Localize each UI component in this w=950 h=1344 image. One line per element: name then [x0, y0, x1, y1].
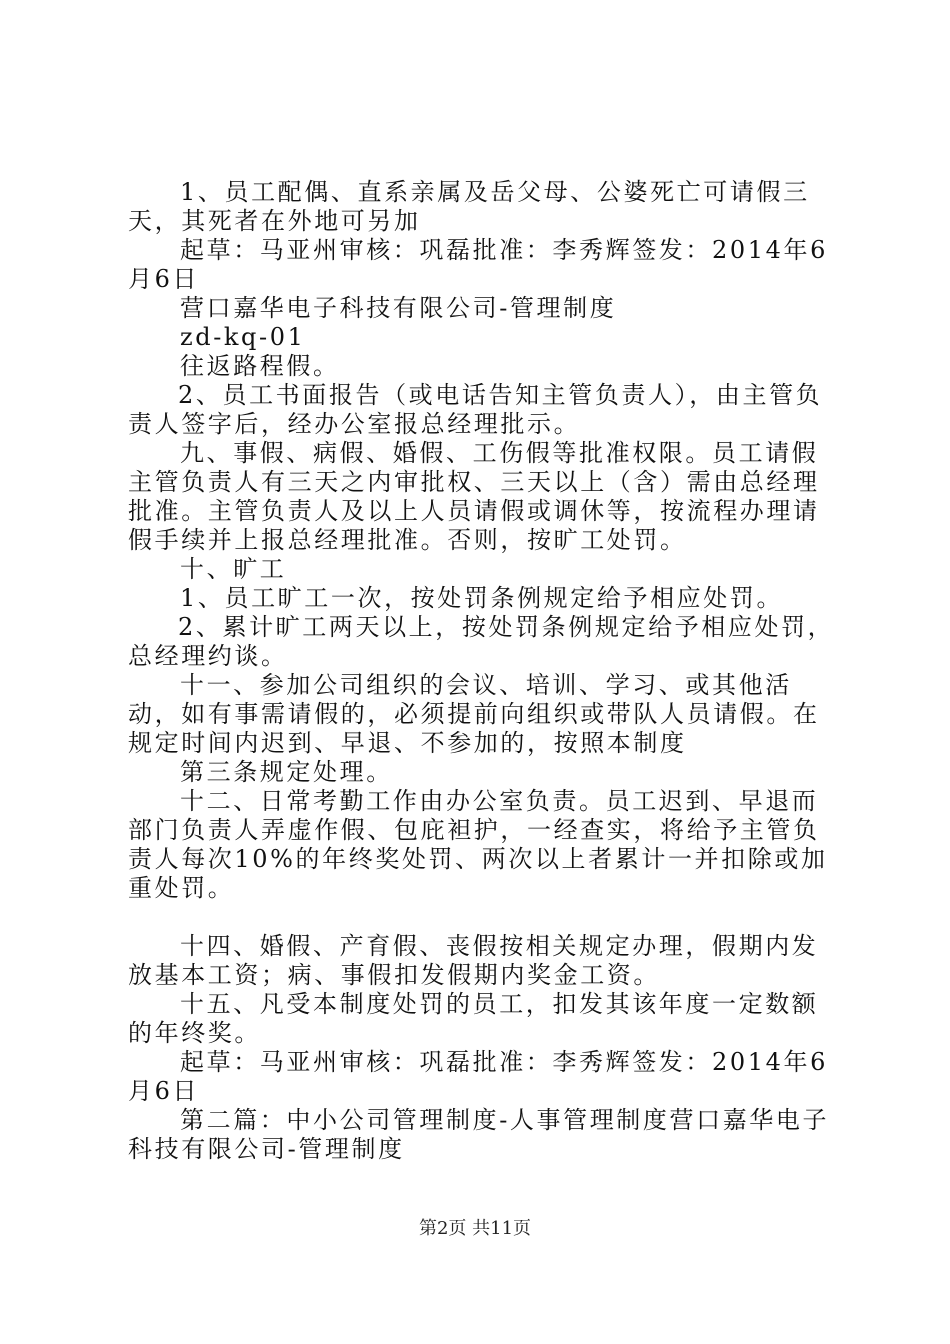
paragraph-company-title: 营口嘉华电子科技有限公司-管理制度: [180, 294, 617, 322]
paragraph-meetings: 十一、参加公司组织的会议、培训、学习、或其他活动，如有事需请假的，必须提前向组织或带队人员请假。在规定时间内迟到、早退、不参加的，按照本制度: [128, 671, 820, 757]
page-number: 第2页 共11页: [418, 1218, 532, 1239]
paragraph-absenteeism-1: 1、员工旷工一次，按处罚条例规定给予相应处罚。: [180, 584, 784, 612]
paragraph-written-report: 2、员工书面报告（或电话告知主管负责人），由主管负责人签字后，经办公室报总经理批示。: [128, 381, 823, 438]
paragraph-funeral-leave: 1、员工配偶、直系亲属及岳父母、公婆死亡可请假三天，其死者在外地可另加: [128, 178, 810, 235]
paragraph-absenteeism-heading: 十、旷工: [180, 555, 287, 583]
paragraph-gap: [128, 903, 838, 932]
paragraph-absenteeism-2: 2、累计旷工两天以上，按处罚条例规定给予相应处罚，总经理约谈。: [128, 613, 835, 670]
paragraph-signoff-1: 起草：马亚州审核：巩磊批准：李秀辉签发：2014年6月6日: [128, 236, 828, 293]
paragraph-marriage-leave: 十四、婚假、产育假、丧假按相关规定办理，假期内发放基本工资；病、事假扣发假期内奖金工资。: [128, 932, 819, 989]
paragraph-penalty-bonus: 十五、凡受本制度处罚的员工，扣发其该年度一定数额的年终奖。: [128, 990, 819, 1047]
paragraph-article-three: 第三条规定处理。: [180, 758, 393, 786]
document-body: [128, 178, 838, 1164]
paragraph-signoff-2: 起草：马亚州审核：巩磊批准：李秀辉签发：2014年6月6日: [128, 1048, 828, 1105]
paragraph-attendance-office: 十二、日常考勤工作由办公室负责。员工迟到、早退而部门负责人弄虚作假、包庇袒护，一经查实，将给予主管负责人每次10%的年终奖处罚、两次以上者累计一并扣除或加重处罚。: [128, 787, 828, 902]
paragraph-approval-authority: 九、事假、病假、婚假、工伤假等批准权限。员工请假主管负责人有三天之内审批权、三天以上（含）需由总经理批准。主管负责人及以上人员请假或调休等，按流程办理请假手续并上报总经理批准。否则，按旷工处罚。: [128, 439, 820, 554]
paragraph-second-chapter: 第二篇：中小公司管理制度-人事管理制度营口嘉华电子科技有限公司-管理制度: [128, 1106, 830, 1163]
paragraph-doc-code: zd-kq-01: [180, 323, 306, 351]
paragraph-travel-leave: 往返路程假。: [180, 352, 340, 380]
